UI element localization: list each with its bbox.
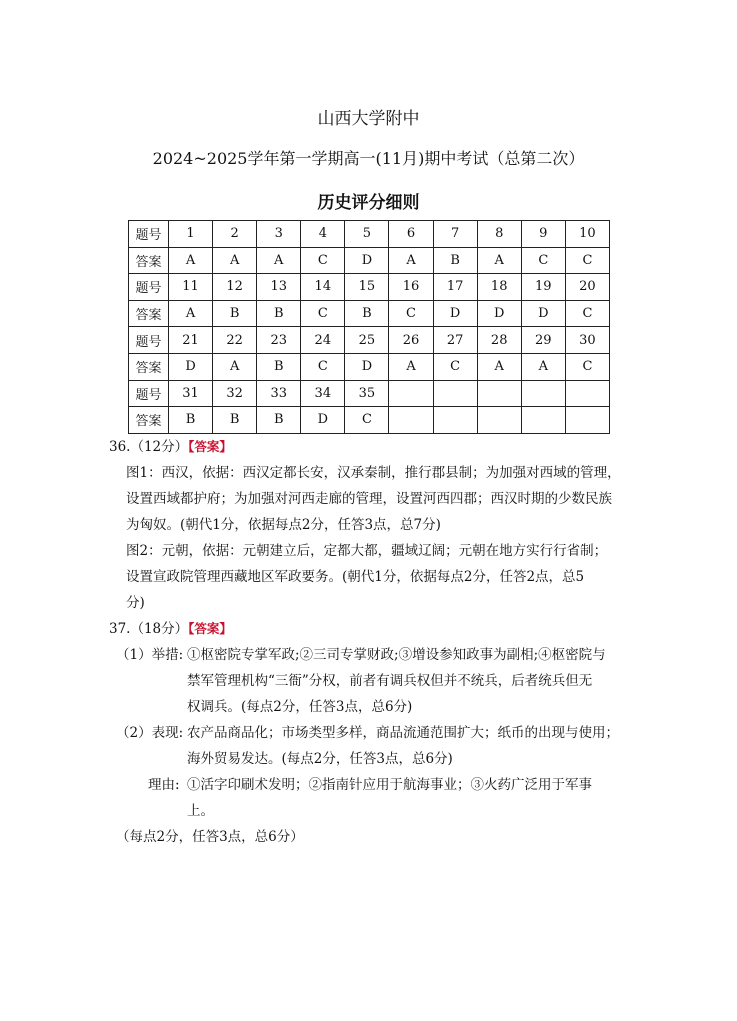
- table-cell: [389, 407, 433, 434]
- table-cell: B: [169, 407, 213, 434]
- table-cell: 22: [213, 327, 257, 354]
- q37-reason-answer: [187, 772, 592, 824]
- table-cell: 4: [301, 221, 345, 248]
- table-cell: B: [213, 300, 257, 327]
- q37-header: [109, 616, 232, 642]
- q37-reason-label: 理由:: [148, 777, 180, 793]
- answer-table: [128, 220, 610, 434]
- table-cell: 12: [213, 274, 257, 301]
- row-label: 答案: [129, 247, 169, 274]
- q37-p1-line: 禁军管理机构“三衙”分权，前者有调兵权但并不统兵，后者统兵但无: [187, 673, 593, 689]
- table-cell: 26: [389, 327, 433, 354]
- table-cell: B: [213, 407, 257, 434]
- table-cell: 29: [521, 327, 565, 354]
- table-cell: C: [301, 247, 345, 274]
- table-cell: [521, 380, 565, 407]
- table-cell: [565, 407, 609, 434]
- document-title: 历史评分细则: [317, 193, 420, 213]
- table-cell: [521, 407, 565, 434]
- table-cell: C: [433, 353, 477, 380]
- table-cell: C: [345, 407, 389, 434]
- table-cell: B: [345, 300, 389, 327]
- table-cell: 25: [345, 327, 389, 354]
- q36-figure1-answer: [126, 460, 621, 538]
- row-label: 题号: [129, 274, 169, 301]
- q36-fig2-line: 图2：元朝，依据：元朝建立后，定都大都，疆域辽阔；元朝在地方实行行省制；: [126, 543, 608, 559]
- table-cell: A: [389, 247, 433, 274]
- table-cell: 34: [301, 380, 345, 407]
- table-cell: 18: [477, 274, 521, 301]
- q37-p2-line: 农产品商品化；市场类型多样，商品流通范围扩大；纸币的出现与使用；: [187, 725, 619, 741]
- q36-fig1-line: 图1：西汉，依据：西汉定都长安，汉承秦制，推行郡县制；为加强对西域的管理，: [126, 465, 621, 481]
- table-cell: [477, 380, 521, 407]
- row-label: 题号: [129, 221, 169, 248]
- table-cell: B: [257, 300, 301, 327]
- table-cell: D: [521, 300, 565, 327]
- row-label: 答案: [129, 407, 169, 434]
- row-label: 题号: [129, 327, 169, 354]
- q37-part1-answer: [187, 642, 606, 720]
- table-cell: 32: [213, 380, 257, 407]
- table-cell: A: [389, 353, 433, 380]
- table-row: [129, 407, 610, 434]
- table-cell: 19: [521, 274, 565, 301]
- table-cell: A: [169, 300, 213, 327]
- table-row: [129, 221, 610, 248]
- table-cell: D: [169, 353, 213, 380]
- q37-p1-line: ①枢密院专掌军政;②三司专掌财政;③增设参知政事为副相;④枢密院与: [187, 647, 606, 663]
- table-cell: 6: [389, 221, 433, 248]
- table-row: [129, 247, 610, 274]
- table-cell: 14: [301, 274, 345, 301]
- table-cell: 33: [257, 380, 301, 407]
- table-cell: 3: [257, 221, 301, 248]
- table-cell: [389, 380, 433, 407]
- table-cell: 5: [345, 221, 389, 248]
- table-cell: D: [433, 300, 477, 327]
- exam-title: 2024~2025学年第一学期高一(11月)期中考试（总第二次）: [152, 149, 585, 168]
- table-cell: D: [477, 300, 521, 327]
- row-label: 题号: [129, 380, 169, 407]
- table-cell: 10: [565, 221, 609, 248]
- row-label: 答案: [129, 353, 169, 380]
- q37-part2-answer: [187, 720, 619, 772]
- table-cell: [477, 407, 521, 434]
- q36-fig2-line: 设置宣政院管理西藏地区军政要务。(朝代1分，依据每点2分，任答2点，总5: [126, 569, 585, 585]
- table-cell: A: [257, 247, 301, 274]
- table-row: [129, 380, 610, 407]
- q37-answer-tag: 【答案】: [188, 621, 232, 636]
- table-cell: C: [521, 247, 565, 274]
- table-cell: [565, 380, 609, 407]
- table-cell: 21: [169, 327, 213, 354]
- table-cell: C: [565, 247, 609, 274]
- table-cell: 2: [213, 221, 257, 248]
- q36-header: [109, 434, 232, 460]
- table-cell: [433, 380, 477, 407]
- table-cell: A: [213, 353, 257, 380]
- table-cell: 9: [521, 221, 565, 248]
- q36-answer-tag: 【答案】: [188, 439, 232, 454]
- table-cell: C: [565, 300, 609, 327]
- table-cell: 7: [433, 221, 477, 248]
- school-name: 山西大学附中: [317, 109, 420, 129]
- row-label: 答案: [129, 300, 169, 327]
- table-cell: 20: [565, 274, 609, 301]
- table-cell: 1: [169, 221, 213, 248]
- table-cell: 16: [389, 274, 433, 301]
- table-row: [129, 353, 610, 380]
- table-cell: 13: [257, 274, 301, 301]
- table-cell: 17: [433, 274, 477, 301]
- table-cell: [433, 407, 477, 434]
- q37-score-note: （每点2分，任答3点，总6分）: [116, 829, 304, 845]
- table-cell: B: [257, 353, 301, 380]
- table-cell: C: [301, 300, 345, 327]
- table-cell: 24: [301, 327, 345, 354]
- q36-fig1-line: 为匈奴。(朝代1分，依据每点2分，任答3点，总7分): [126, 517, 441, 533]
- table-cell: 23: [257, 327, 301, 354]
- q36-fig2-line: 分): [126, 595, 145, 611]
- table-cell: C: [301, 353, 345, 380]
- table-cell: A: [213, 247, 257, 274]
- table-cell: 15: [345, 274, 389, 301]
- table-cell: D: [345, 353, 389, 380]
- table-row: [129, 274, 610, 301]
- q36-fig1-line: 设置西域都护府；为加强对河西走廊的管理，设置河西四郡；西汉时期的少数民族: [126, 491, 612, 507]
- table-cell: B: [433, 247, 477, 274]
- table-cell: A: [477, 247, 521, 274]
- q37-part1-label: （1）举措:: [116, 647, 184, 663]
- table-cell: D: [345, 247, 389, 274]
- table-cell: 35: [345, 380, 389, 407]
- table-cell: 8: [477, 221, 521, 248]
- table-cell: 30: [565, 327, 609, 354]
- table-cell: 27: [433, 327, 477, 354]
- q37-reason-line: ①活字印刷术发明；②指南针应用于航海事业；③火药广泛用于军事: [187, 777, 592, 793]
- table-row: [129, 300, 610, 327]
- table-cell: B: [257, 407, 301, 434]
- q36-number: 36.（12分）: [109, 439, 189, 455]
- table-row: [129, 327, 610, 354]
- q37-p2-line: 海外贸易发达。(每点2分，任答3点，总6分): [187, 751, 453, 767]
- table-cell: A: [477, 353, 521, 380]
- q37-p1-line: 权调兵。(每点2分，任答3点，总6分): [187, 699, 413, 715]
- table-cell: D: [301, 407, 345, 434]
- table-cell: 31: [169, 380, 213, 407]
- q37-part2-label: （2）表现:: [116, 725, 184, 741]
- q36-figure2-answer: [126, 538, 607, 616]
- q37-number: 37.（18分）: [109, 621, 189, 637]
- table-cell: A: [521, 353, 565, 380]
- table-cell: 28: [477, 327, 521, 354]
- table-cell: C: [565, 353, 609, 380]
- table-cell: 11: [169, 274, 213, 301]
- table-cell: A: [169, 247, 213, 274]
- q37-reason-line: 上。: [187, 803, 214, 819]
- table-cell: C: [389, 300, 433, 327]
